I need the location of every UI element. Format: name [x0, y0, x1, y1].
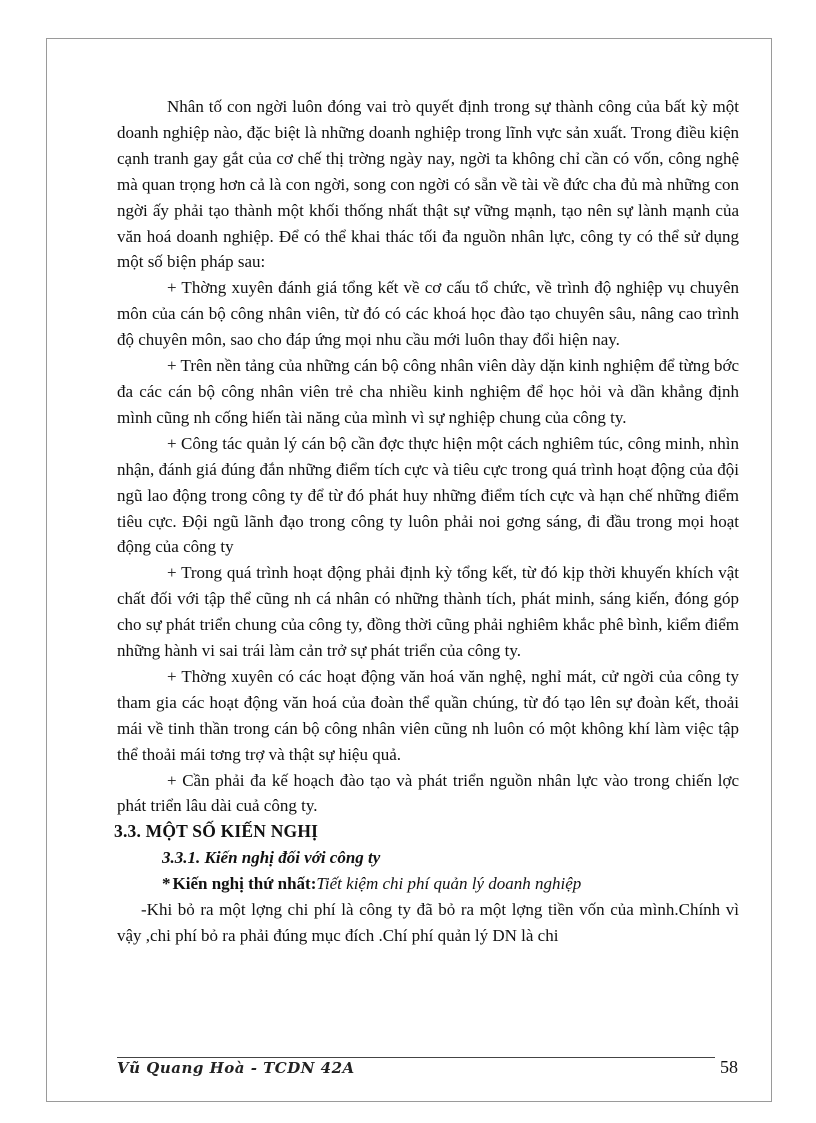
- subsection-heading: 3.3.1. Kiến nghị đối với công ty: [162, 848, 381, 868]
- paragraph-measure-1: + Thờng xuyên đánh giá tổng kết về cơ cấu tổ chức, về trình độ nghiệp vụ chuyên môn của cán bộ công nhân viên, từ đó có các khoá học đào tạo chuyên sâu, nâng cao trình độ chuyên môn, sao cho đáp ứng mọi nhu cầu mới luôn thay đổi hiện nay.: [117, 278, 739, 350]
- proposal-line: [162, 871, 739, 897]
- paragraph-intro: Nhân tố con ngời luôn đóng vai trò quyết định trong sự thành công của bất kỳ một doanh nghiệp nào, đặc biệt là những doanh nghiệp trong lĩnh vực sản xuất. Trong điều kiện cạnh tranh gay gắt của cơ chế thị trờng ngày nay, ngời ta không chỉ cần có vốn, công nghệ mà quan trọng hơn cả là con ngời, song con ngời có sẵn về tài về đức cha đủ mà những con ngời ấy phải tạo thành một khối thống nhất thật sự vững mạnh, tạo nên sự lành mạnh của văn hoá doanh nghiệp. Để có thể khai thác tối đa nguồn nhân lực, công ty có thể sử dụng một số biện pháp sau:: [117, 97, 739, 272]
- paragraph-measure-4: + Trong quá trình hoạt động phải định kỳ tổng kết, từ đó kịp thời khuyến khích vật chất đối với tập thể cũng nh cá nhân có những thành tích, phát minh, sáng kiến, đóng góp cho sự phát triển chung của công ty, đồng thời cũng phải nghiêm khắc phê bình, kiểm điểm những hành vi sai trái làm cản trở sự phát triển của công ty.: [117, 563, 739, 661]
- closing-paragraph: -Khi bỏ ra một lợng chi phí là công ty đã bỏ ra một lợng tiền vốn của mình.Chính vì vậy ,chi phí bỏ ra phải đúng mục đích .Chí phí quản lý DN là chi: [117, 900, 739, 945]
- paragraph-measure-2: + Trên nền tảng của những cán bộ công nhân viên dày dặn kinh nghiệm để từng bớc đa các cán bộ công nhân viên trẻ cha nhiều kinh nghiệm để học hỏi và dần khẳng định mình cũng nh cống hiến tài năng của mình vì sự nghiệp chung của công ty.: [117, 356, 739, 427]
- footer-author: Vũ Quang Hoà - TCDN 42A: [117, 1059, 355, 1077]
- paragraph-measure-6: + Cần phải đa kế hoạch đào tạo và phát triển nguồn nhân lực vào trong chiến lợc phát triển lâu dài cuả công ty.: [117, 770, 739, 816]
- paragraph-measure-5: + Thờng xuyên có các hoạt động văn hoá văn nghệ, nghỉ mát, cử ngời của công ty tham gia các hoạt động văn hoá của đoàn thể quần chúng, từ đó tạo lên sự đoàn kết, thoải mái về tinh thần trong cán bộ công nhân viên cũng nh luôn có một không khí làm việc tập thể thoải mái tơng trợ và thật sự hiệu quả.: [117, 666, 739, 764]
- page-number: 58: [720, 1057, 738, 1077]
- section-heading: 3.3. MỘT SỐ KIẾN NGHỊ: [114, 821, 319, 842]
- paragraph-measure-3: + Công tác quản lý cán bộ cần đợc thực hiện một cách nghiêm túc, công minh, nhìn nhận, đánh giá đúng đắn những điểm tích cực và tiêu cực trong quá trình hoạt động của đội ngũ lao động trong công ty để từ đó phát huy những điểm tích cực và hạn chế những điểm tiêu cực. Đội ngũ lãnh đạo trong công ty luôn phải noi gơng sáng, đi đầu trong mọi hoạt động của công ty: [117, 433, 739, 557]
- footer-divider: [117, 1057, 715, 1058]
- document-body: [114, 94, 739, 949]
- asterisk-bullet-icon: *: [162, 874, 171, 894]
- proposal-text: Tiết kiệm chi phí quản lý doanh nghiệp: [316, 874, 582, 894]
- proposal-label: Kiến nghị thứ nhất:: [172, 874, 317, 894]
